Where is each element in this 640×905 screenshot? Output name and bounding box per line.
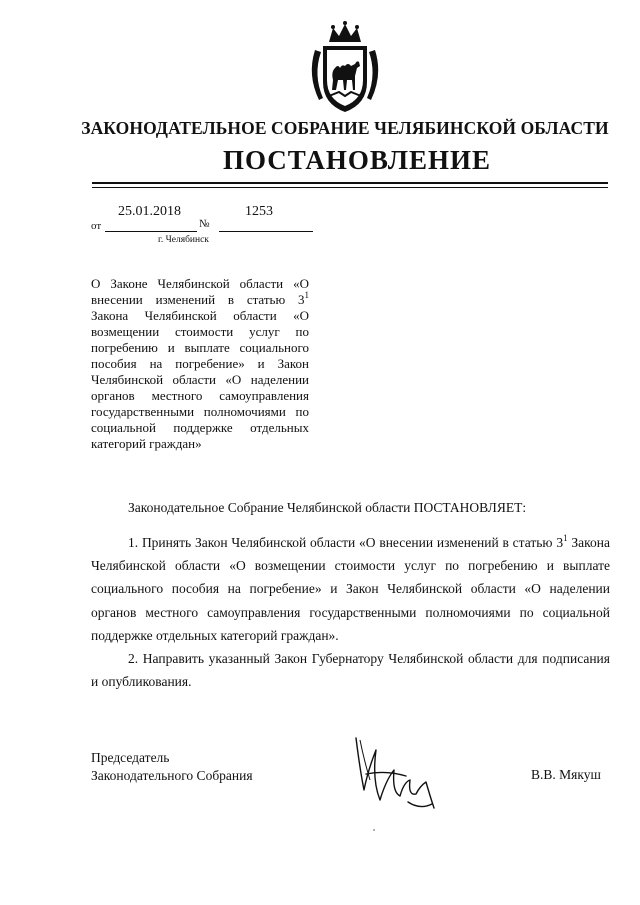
- handwritten-signature: [346, 730, 446, 820]
- subject-superscript: 1: [304, 290, 309, 300]
- resolution-item-1: [91, 531, 610, 647]
- city-label: г. Челябинск: [158, 235, 209, 245]
- signatory-role: [91, 749, 253, 785]
- resolution-item-2: 2. Направить указанный Закон Губернатору Челябинской области для подписания и опубликования.: [91, 651, 610, 690]
- number-underline: [219, 231, 313, 232]
- resolves-heading: Законодательное Собрание Челябинской области ПОСТАНОВЛЯЕТ:: [128, 500, 527, 515]
- subject-block: [91, 276, 309, 452]
- subject-text-part1: О Законе Челябинской области «О внесении изменений в статью 3: [91, 276, 309, 307]
- subject-text-part2: Закона Челябинской области «О возмещении стоимости услуг по погребению и выплате социального пособия на погребение» и Закон Челябинской области «О наделении органов местного самоуправления государственными полномочиями по социальной поддержке отдельных категорий граждан»: [91, 308, 309, 451]
- resolution-body: [91, 531, 610, 693]
- scan-artifact-dot: [373, 829, 375, 831]
- header-rule-thin: [92, 187, 608, 188]
- date-underline: [105, 231, 197, 232]
- coat-of-arms-icon: [305, 20, 385, 116]
- document-number: 1253: [245, 204, 273, 219]
- item1-text-part1: 1. Принять Закон Челябинской области «О внесении изменений в статью 3: [128, 535, 564, 550]
- item1-text-part2: Закона Челябинской области «О возмещении стоимости услуг по погребению и выплате социального пособия на погребение» и Закон Челябинской области «О наделении органов местного самоуправления государственными полномочиями по социальной поддержке отдельных категорий граждан».: [91, 535, 610, 643]
- document-date: 25.01.2018: [118, 204, 181, 219]
- signatory-role-line2: Законодательного Собрания: [91, 768, 253, 783]
- organization-title: ЗАКОНОДАТЕЛЬНОЕ СОБРАНИЕ ЧЕЛЯБИНСКОЙ ОБЛАСТИ: [81, 118, 609, 138]
- number-label: №: [199, 218, 210, 230]
- signatory-name: В.В. Мякуш: [531, 767, 601, 782]
- document-type-title: ПОСТАНОВЛЕНИЕ: [222, 145, 492, 175]
- date-prefix-label: от: [91, 220, 102, 232]
- header-rule-thick: [92, 182, 608, 184]
- item1-superscript: 1: [563, 533, 568, 543]
- signatory-role-line1: Председатель: [91, 750, 170, 765]
